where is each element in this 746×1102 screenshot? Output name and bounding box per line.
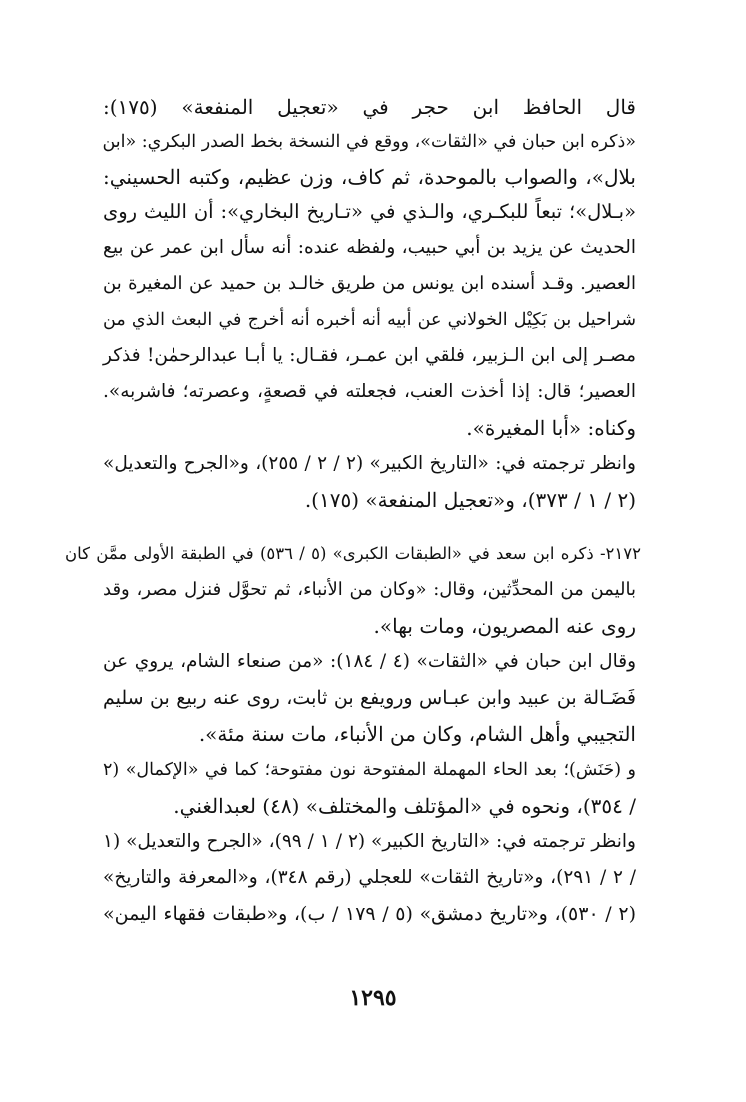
text-line: مصـر إلى ابن الـزبير، فلقي ابن عمـر، فقـال: يا أبـا عبدالرحمٰن! فذكر bbox=[103, 345, 636, 366]
text-line: باليمن من المحدِّثين، وقال: «وكان من الأنباء، ثم تحوَّل فنزل مصر، وقد bbox=[103, 579, 636, 600]
text-line: «ذكره ابن حبان في «الثقات»، ووقع في النسخة بخط الصدر البكري: «ابن bbox=[102, 132, 636, 152]
text-line: وانظر ترجمته في: «التاريخ الكبير» (٢ / ٢ / ٢٥٥)، و«الجرح والتعديل» bbox=[103, 453, 636, 474]
text-line: (٢ / ١ / ٣٧٣)، و«تعجيل المنفعة» (١٧٥). bbox=[304, 488, 636, 512]
text-line: / ٢ / ٢٩١)، و«تاريخ الثقات» للعجلي (رقم ٣٤٨)، و«المعرفة والتاريخ» bbox=[103, 867, 636, 888]
text-line: وانظر ترجمته في: «التاريخ الكبير» (٢ / ١ / ٩٩)، «الجرح والتعديل» (١ bbox=[103, 831, 636, 852]
footnote-entry-heading: ٢١٧٢- ذكره ابن سعد في «الطبقات الكبرى» (٥ / ٥٣٦) في الطبقة الأولى ممَّن كان bbox=[65, 544, 641, 563]
text-line: الحديث عن يزيد بن أبي حبيب، ولفظه عنده: أنه سأل ابن عمر عن بيع bbox=[103, 237, 636, 258]
text-line: بلال»، والصواب بالموحدة، ثم كاف، وزن عظيم، وكتبه الحسيني: bbox=[103, 165, 636, 189]
text-line: وكناه: «أبا المغيرة». bbox=[466, 416, 636, 440]
text-line: (٢ / ٥٣٠)، و«تاريخ دمشق» (٥ / ١٧٩ / ب)، و«طبقات فقهاء اليمن» bbox=[103, 903, 636, 925]
text-line: روى عنه المصريون، ومات بها». bbox=[373, 614, 636, 638]
page-number: ١٢٩٥ bbox=[349, 985, 397, 1011]
text-line: العصير. وقـد أسنده ابن يونس من طريق خالـد بن حميد عن المغيرة بن bbox=[103, 273, 636, 294]
text-line: التجيبي وأهل الشام، وكان من الأنباء، مات سنة مئة». bbox=[198, 722, 636, 746]
text-line: فَضَـالة بن عبيد وابن عبـاس ورويفع بن ثابت، روى عنه ربيع بن سليم bbox=[103, 687, 636, 709]
text-line: قال الحافظ ابن حجر في «تعجيل المنفعة» (١٧٥): bbox=[103, 95, 636, 119]
text-line: و (حَنَش)؛ بعد الحاء المهملة المفتوحة نون مفتوحة؛ كما في «الإكمال» (٢ bbox=[103, 760, 636, 780]
text-line: / ٣٥٤)، ونحوه في «المؤتلف والمختلف» (٤٨) لعبدالغني. bbox=[173, 794, 636, 818]
text-line: وقال ابن حبان في «الثقات» (٤ / ١٨٤): «من صنعاء الشام، يروي عن bbox=[103, 651, 637, 672]
text-line: «بـلال»؛ تبعاً للبكـري، والـذي في «تـاريخ البخاري»: أن الليث روى bbox=[103, 200, 636, 223]
text-line: شراحيل بن بَكِيْل الخولاني عن أبيه أنه أخبره أنه أخرج في البعث الذي من bbox=[103, 310, 636, 330]
text-line: العصير؛ قال: إذا أخذت العنب، فجعلته في قصعةٍ، وعصرته؛ فاشربه». bbox=[103, 381, 636, 402]
